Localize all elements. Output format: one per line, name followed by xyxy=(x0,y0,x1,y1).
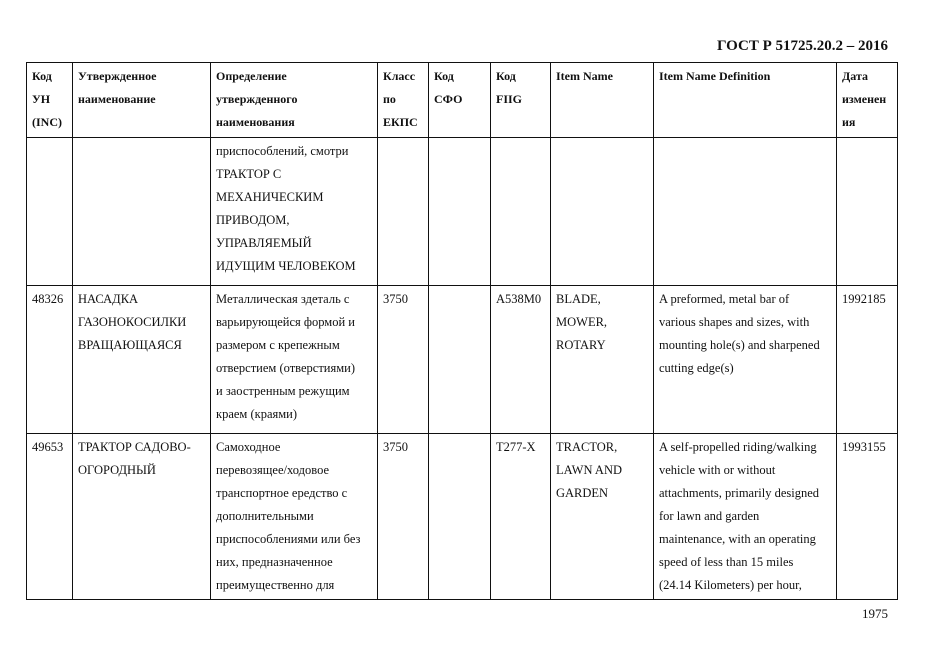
cell-fiig: T277-X xyxy=(491,434,551,600)
cell-item-name: TRACTOR, LAWN AND GARDEN xyxy=(551,434,654,600)
cell-inc xyxy=(27,138,73,286)
cell-inc: 48326 xyxy=(27,286,73,434)
cell-class: 3750 xyxy=(378,434,429,600)
cell-name xyxy=(73,138,211,286)
cell-sfo xyxy=(429,286,491,434)
cell-item-name: BLADE, MOWER, ROTARY xyxy=(551,286,654,434)
cell-class xyxy=(378,138,429,286)
header-approved-name: Утвержденное наименование xyxy=(73,63,211,138)
table-row xyxy=(27,286,898,434)
cell-date xyxy=(837,138,898,286)
header-class: Класс по ЕКПС xyxy=(378,63,429,138)
cell-item-definition xyxy=(654,138,837,286)
nomenclature-table xyxy=(26,62,898,600)
cell-item-definition: A preformed, metal bar of various shapes and sizes, with mounting hole(s) and sharpened cutting edge(s) xyxy=(654,286,837,434)
cell-definition: приспособлений, смотри ТРАКТОР С МЕХАНИЧЕСКИМ ПРИВОДОМ, УПРАВЛЯЕМЫЙ ИДУЩИМ ЧЕЛОВЕКОМ xyxy=(211,138,378,286)
cell-definition: Металлическая здеталь с варьирующейся формой и размером с крепежным отверстием (отверстиями) и заостренным режущим краем (краями) xyxy=(211,286,378,434)
cell-fiig: A538M0 xyxy=(491,286,551,434)
table-row xyxy=(27,138,898,286)
cell-name: НАСАДКА ГАЗОНОКОСИЛКИ ВРАЩАЮЩАЯСЯ xyxy=(73,286,211,434)
header-item-name-definition: Item Name Definition xyxy=(654,63,837,138)
cell-sfo xyxy=(429,138,491,286)
cell-date: 1992185 xyxy=(837,286,898,434)
header-inc-code: Код УН (INC) xyxy=(27,63,73,138)
cell-item-name xyxy=(551,138,654,286)
table-header-row xyxy=(27,63,898,138)
header-change-date: Дата изменен ия xyxy=(837,63,898,138)
cell-fiig xyxy=(491,138,551,286)
header-name-definition: Определение утвержденного наименования xyxy=(211,63,378,138)
header-item-name: Item Name xyxy=(551,63,654,138)
cell-item-definition: A self-propelled riding/walking vehicle with or without attachments, primarily designed for lawn and garden maintenance, with an operating speed of less than 15 miles (24.14 Kilometers) per hour, xyxy=(654,434,837,600)
cell-class: 3750 xyxy=(378,286,429,434)
cell-date: 1993155 xyxy=(837,434,898,600)
cell-sfo xyxy=(429,434,491,600)
document-header: ГОСТ Р 51725.20.2 – 2016 xyxy=(716,38,888,54)
page-number: 1975 xyxy=(862,606,888,621)
table-row xyxy=(27,434,898,600)
cell-definition: Самоходное перевозящее/ходовое транспортное ередство с дополнительными приспособлениями или без них, предназначенное преимущественно для xyxy=(211,434,378,600)
header-fiig-code: Код FIIG xyxy=(491,63,551,138)
header-sfo-code: Код СФО xyxy=(429,63,491,138)
cell-name: ТРАКТОР САДОВО- ОГОРОДНЫЙ xyxy=(73,434,211,600)
cell-inc: 49653 xyxy=(27,434,73,600)
